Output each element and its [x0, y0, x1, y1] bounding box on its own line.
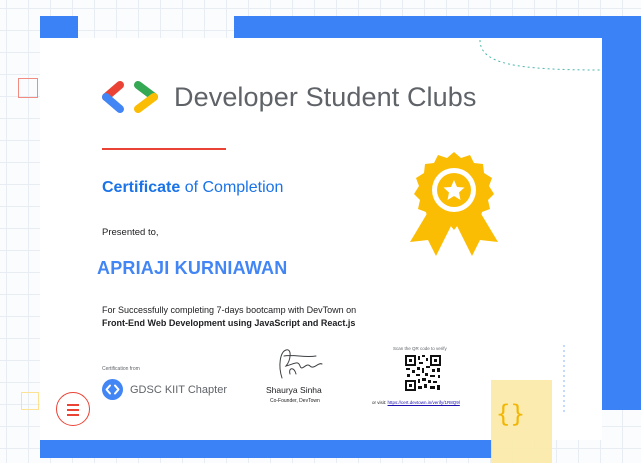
frame-block-top-right: [234, 16, 602, 38]
certification-from-label: Certification from: [102, 366, 140, 372]
verify-link[interactable]: https://cert.devtown.in/verify/1R8Q9l: [387, 400, 460, 405]
signer-name: Shaurya Sinha: [266, 385, 322, 395]
description-line-2: Front-End Web Development using JavaScript and React.js: [102, 318, 356, 328]
certificate-title: [102, 179, 283, 197]
verify-text: [372, 400, 460, 405]
award-ribbon-icon: [404, 150, 504, 256]
frame-block-bottom: [40, 440, 492, 458]
gdsc-logo-icon: [102, 379, 123, 400]
title-divider: [102, 148, 226, 150]
menu-icon[interactable]: [56, 392, 90, 426]
dsc-logo: [100, 80, 162, 114]
issuer-name: GDSC KIIT Chapter: [130, 384, 227, 396]
certificate-title-bold: Certificate: [102, 179, 181, 196]
qr-caption: Scan the QR code to verify: [393, 346, 447, 351]
certificate-title-rest: of Completion: [180, 179, 284, 196]
signer-role: Co-Founder, DevTown: [270, 398, 320, 404]
deco-square-yellow: [21, 392, 39, 410]
dotted-corner-arc: [476, 40, 602, 76]
recipient-name: APRIAJI KURNIAWAN: [97, 258, 288, 278]
code-brace-symbol: {}: [496, 400, 525, 428]
frame-block-right: [602, 16, 641, 410]
deco-square-red: [18, 78, 38, 98]
frame-block-top-left: [40, 16, 78, 38]
qr-code[interactable]: [404, 354, 442, 392]
dotted-vertical-line: [562, 345, 566, 415]
org-name: Developer Student Clubs: [174, 82, 477, 112]
presented-to-label: Presented to,: [102, 227, 159, 238]
verify-label: or visit:: [372, 400, 387, 405]
signature: [264, 344, 334, 384]
description-line-1: For Successfully completing 7-days bootcamp with DevTown on: [102, 305, 357, 315]
